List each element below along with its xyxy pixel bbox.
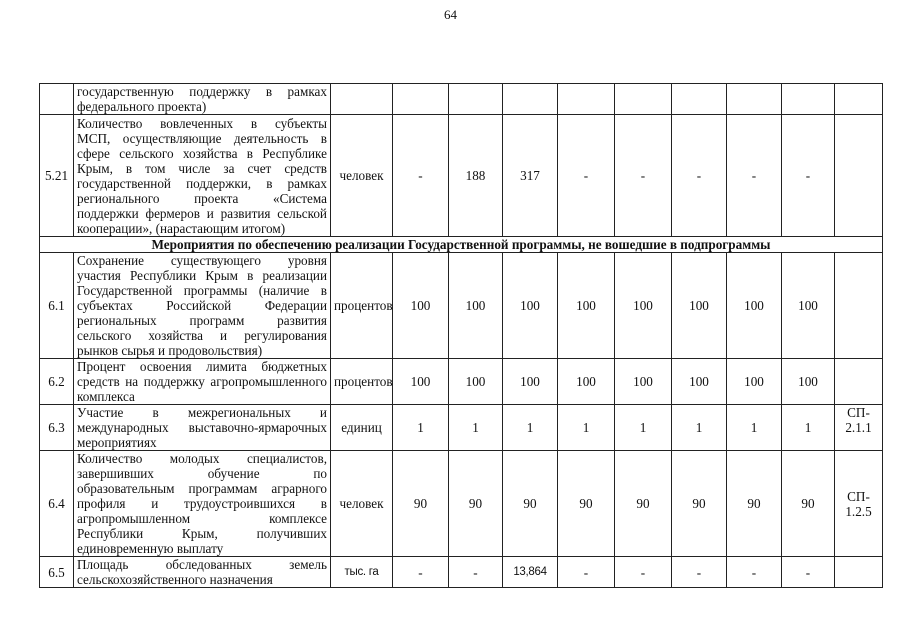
reference-cell (835, 115, 883, 237)
value-cell: - (727, 557, 782, 588)
value-cell: 317 (503, 115, 558, 237)
indicator-name-line: регионального проекта «Система (77, 190, 327, 206)
value-cell: 1 (672, 405, 727, 451)
value-cell: 1 (727, 405, 782, 451)
indicator-name-line: рынков сырья и продовольствия) (77, 343, 263, 358)
indicator-name-line: Государственной программы (наличие в (77, 283, 327, 298)
indicator-name-line: Крым, в том числе за счет средств (77, 160, 327, 176)
reference-cell: СП- 1.2.5 (835, 451, 883, 557)
indicator-name (74, 253, 331, 359)
indicator-name-line: Площадь обследованных земель (77, 557, 327, 572)
indicator-name-line: МСП, осуществляющие деятельность в (77, 130, 327, 146)
indicator-name-line: сельского хозяйства и регулирования (77, 328, 327, 343)
indicator-name-line: субъектах Российской Федерации (77, 298, 327, 313)
indicator-name-line: государственную поддержку в рамках (77, 84, 327, 99)
value-cell: 90 (449, 451, 503, 557)
indicator-name-line: Участие в межрегиональных и (77, 405, 327, 420)
table-body (40, 84, 883, 588)
table-row (40, 237, 883, 253)
value-cell: 90 (782, 451, 835, 557)
value-cell: 100 (615, 359, 672, 405)
table-row (40, 405, 883, 451)
value-cell: 100 (503, 253, 558, 359)
unit: тыс. га (331, 557, 393, 588)
table-row (40, 557, 883, 588)
table-row (40, 451, 883, 557)
row-number: 6.2 (40, 359, 74, 405)
indicator-name-line: мероприятиях (77, 435, 157, 450)
value-cell: 100 (503, 359, 558, 405)
indicator-name (74, 115, 331, 237)
value-cell: 100 (672, 253, 727, 359)
indicator-name-line: государственной поддержки, в рамках (77, 175, 327, 191)
reference-cell: СП- 2.1.1 (835, 405, 883, 451)
row-number: 6.4 (40, 451, 74, 557)
unit: человек (331, 115, 393, 237)
indicators-table (39, 83, 883, 588)
table-row (40, 253, 883, 359)
value-cell: 90 (558, 451, 615, 557)
value-cell: 13,864 (503, 557, 558, 588)
unit: процентов (331, 359, 393, 405)
value-cell: 90 (672, 451, 727, 557)
indicator-name-line: единовременную выплату (77, 541, 224, 556)
value-cell: 100 (558, 253, 615, 359)
value-cell: 100 (558, 359, 615, 405)
value-cell: 100 (393, 359, 449, 405)
unit: процентов (331, 253, 393, 359)
value-cell: 1 (615, 405, 672, 451)
indicator-name-line: федерального проекта) (77, 99, 207, 114)
indicator-name (74, 557, 331, 588)
reference-cell (835, 557, 883, 588)
indicator-name-line: средств на поддержку агропромышленного (77, 374, 327, 389)
value-cell: 100 (727, 359, 782, 405)
value-cell: 1 (449, 405, 503, 451)
value-cell (558, 84, 615, 115)
value-cell: - (558, 557, 615, 588)
indicator-name-line: Сохранение существующего уровня (77, 253, 327, 268)
value-cell: 188 (449, 115, 503, 237)
indicator-name (74, 359, 331, 405)
row-number: 6.3 (40, 405, 74, 451)
reference-cell (835, 84, 883, 115)
value-cell: 1 (558, 405, 615, 451)
value-cell (672, 84, 727, 115)
indicator-name-line: образовательным программам аграрного (77, 481, 327, 496)
value-cell: 100 (727, 253, 782, 359)
value-cell: - (727, 115, 782, 237)
reference-cell (835, 253, 883, 359)
indicator-name-line: Количество молодых специалистов, (77, 451, 327, 466)
value-cell: - (672, 557, 727, 588)
value-cell (727, 84, 782, 115)
indicator-name-line: поддержки фермеров и развития сельской (77, 205, 327, 221)
value-cell (503, 84, 558, 115)
value-cell: - (615, 557, 672, 588)
table-row (40, 359, 883, 405)
value-cell: 1 (393, 405, 449, 451)
row-number: 6.1 (40, 253, 74, 359)
indicator-name-line: агропромышленном комплексе (77, 511, 327, 526)
value-cell (782, 84, 835, 115)
value-cell: 100 (449, 253, 503, 359)
indicator-name-line: завершивших обучение по (77, 466, 327, 481)
value-cell: 90 (615, 451, 672, 557)
value-cell: - (782, 557, 835, 588)
unit (331, 84, 393, 115)
indicator-name-line: Количество вовлеченных в субъекты (77, 115, 327, 131)
value-cell: 1 (503, 405, 558, 451)
table-row (40, 115, 883, 237)
value-cell: - (393, 115, 449, 237)
value-cell: - (782, 115, 835, 237)
value-cell: 100 (449, 359, 503, 405)
value-cell: - (672, 115, 727, 237)
reference-cell (835, 359, 883, 405)
value-cell (615, 84, 672, 115)
indicator-name-line: участия Республики Крым в реализации (77, 268, 327, 283)
value-cell: - (393, 557, 449, 588)
unit: человек (331, 451, 393, 557)
row-number (40, 84, 74, 115)
unit: единиц (331, 405, 393, 451)
value-cell: 90 (503, 451, 558, 557)
indicator-name (74, 84, 331, 115)
value-cell: 90 (727, 451, 782, 557)
value-cell: 100 (782, 253, 835, 359)
value-cell: 90 (393, 451, 449, 557)
section-heading: Мероприятия по обеспечению реализации Государственной программы, не вошедшие в подпрограммы (40, 237, 883, 253)
indicator-name-line: сельскохозяйственного назначения (77, 572, 273, 587)
value-cell (393, 84, 449, 115)
indicator-name-line: Процент освоения лимита бюджетных (77, 359, 327, 374)
value-cell: 100 (615, 253, 672, 359)
value-cell: - (449, 557, 503, 588)
value-cell: - (615, 115, 672, 237)
row-number: 5.21 (40, 115, 74, 237)
table-row (40, 84, 883, 115)
indicator-name-line: Республики Крым, получивших (77, 526, 327, 541)
value-cell (449, 84, 503, 115)
indicator-name-line: кооперации», (нарастающим итогом) (77, 220, 286, 236)
indicator-name (74, 405, 331, 451)
indicator-name-line: сфере сельского хозяйства в Республике (77, 145, 327, 161)
indicator-name (74, 451, 331, 557)
indicator-name-line: комплекса (77, 389, 135, 404)
value-cell: - (558, 115, 615, 237)
indicator-name-line: профиля и трудоустроившихся в (77, 496, 327, 511)
value-cell: 100 (672, 359, 727, 405)
page-number: 64 (444, 7, 457, 22)
indicator-name-line: международных выставочно-ярмарочных (77, 420, 327, 435)
value-cell: 1 (782, 405, 835, 451)
value-cell: 100 (393, 253, 449, 359)
value-cell: 100 (782, 359, 835, 405)
indicator-name-line: региональных программ развития (77, 313, 327, 328)
row-number: 6.5 (40, 557, 74, 588)
